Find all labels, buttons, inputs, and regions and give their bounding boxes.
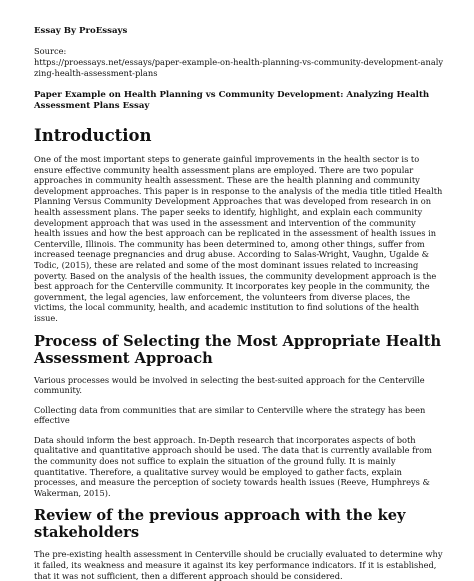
source-link[interactable]: https://proessays.net/essays/paper-example-on-health-planning-vs-community-development-analyzing-health-assessment-plans [34, 57, 444, 78]
review-heading: Review of the previous approach with the key stakeholders [34, 507, 406, 542]
process-paragraph-3: Data should inform the best approach. In-Depth research that incorporates aspects of both qualitative and quantitative approach should be used. The data that is currently available from the community does not suffice to explain the situation of the ground fully. It is mainly quantitative. Therefore, a qualitative survey would be employed to gather facts, explain processes, and measure the perception of society towards health issues (Reeve, Humphreys & Wakerman, 2015). [34, 434, 432, 498]
brand-label: Essay By ProEssays [34, 26, 128, 36]
process-paragraph-1: Various processes would be involved in selecting the best-suited approach for the Centerville community. [34, 374, 425, 396]
process-heading: Process of Selecting the Most Appropriate Health Assessment Approach [34, 332, 442, 367]
process-paragraph-2: Collecting data from communities that are similar to Centerville where the strategy has been effective [34, 404, 426, 426]
source-label: Source: [34, 46, 67, 56]
introduction-paragraph: One of the most important steps to generate gainful improvements in the health sector is to ensure effective community health assessment plans are employed. There are two popular approaches in community health assessment. These are the health planning and community development approaches. This paper is in response to the analysis of the media title titled Health Planning Versus Community Development Approaches that was developed from research in on health assessment plans. The paper seeks to identify, highlight, and explain each community development approach that was used in the assessment and intervention of the community health issues and how the best approach can be replicated in the assessment of health issues in Centerville, Illinois. The community has been determined to, among other things, suffer from increased teenage pregnancies and drug abuse. According to Salas-Wright, Vaughn, Ugalde & Todic, (2015), these are related and some of the most dominant issues related to increasing poverty. Based on the analysis of the health issues, the community development approach is the best approach for the Centerville community. It incorporates key people in the community, the government, the legal agencies, law enforcement, the volunteers from diverse places, the victims, the local community, health, and academic institution to find solutions of the health issue. [34, 154, 443, 323]
introduction-heading: Introduction [34, 126, 152, 145]
document-title: Paper Example on Health Planning vs Community Development: Analyzing Health Assessment Plans Essay [34, 90, 430, 111]
review-paragraph: The pre-existing health assessment in Centerville should be crucially evaluated to determine why it failed, its weakness and measure it against its key performance indicators. If it is established, that it was not sufficient, then a different approach should be considered. [34, 549, 443, 581]
source-block [34, 46, 444, 79]
